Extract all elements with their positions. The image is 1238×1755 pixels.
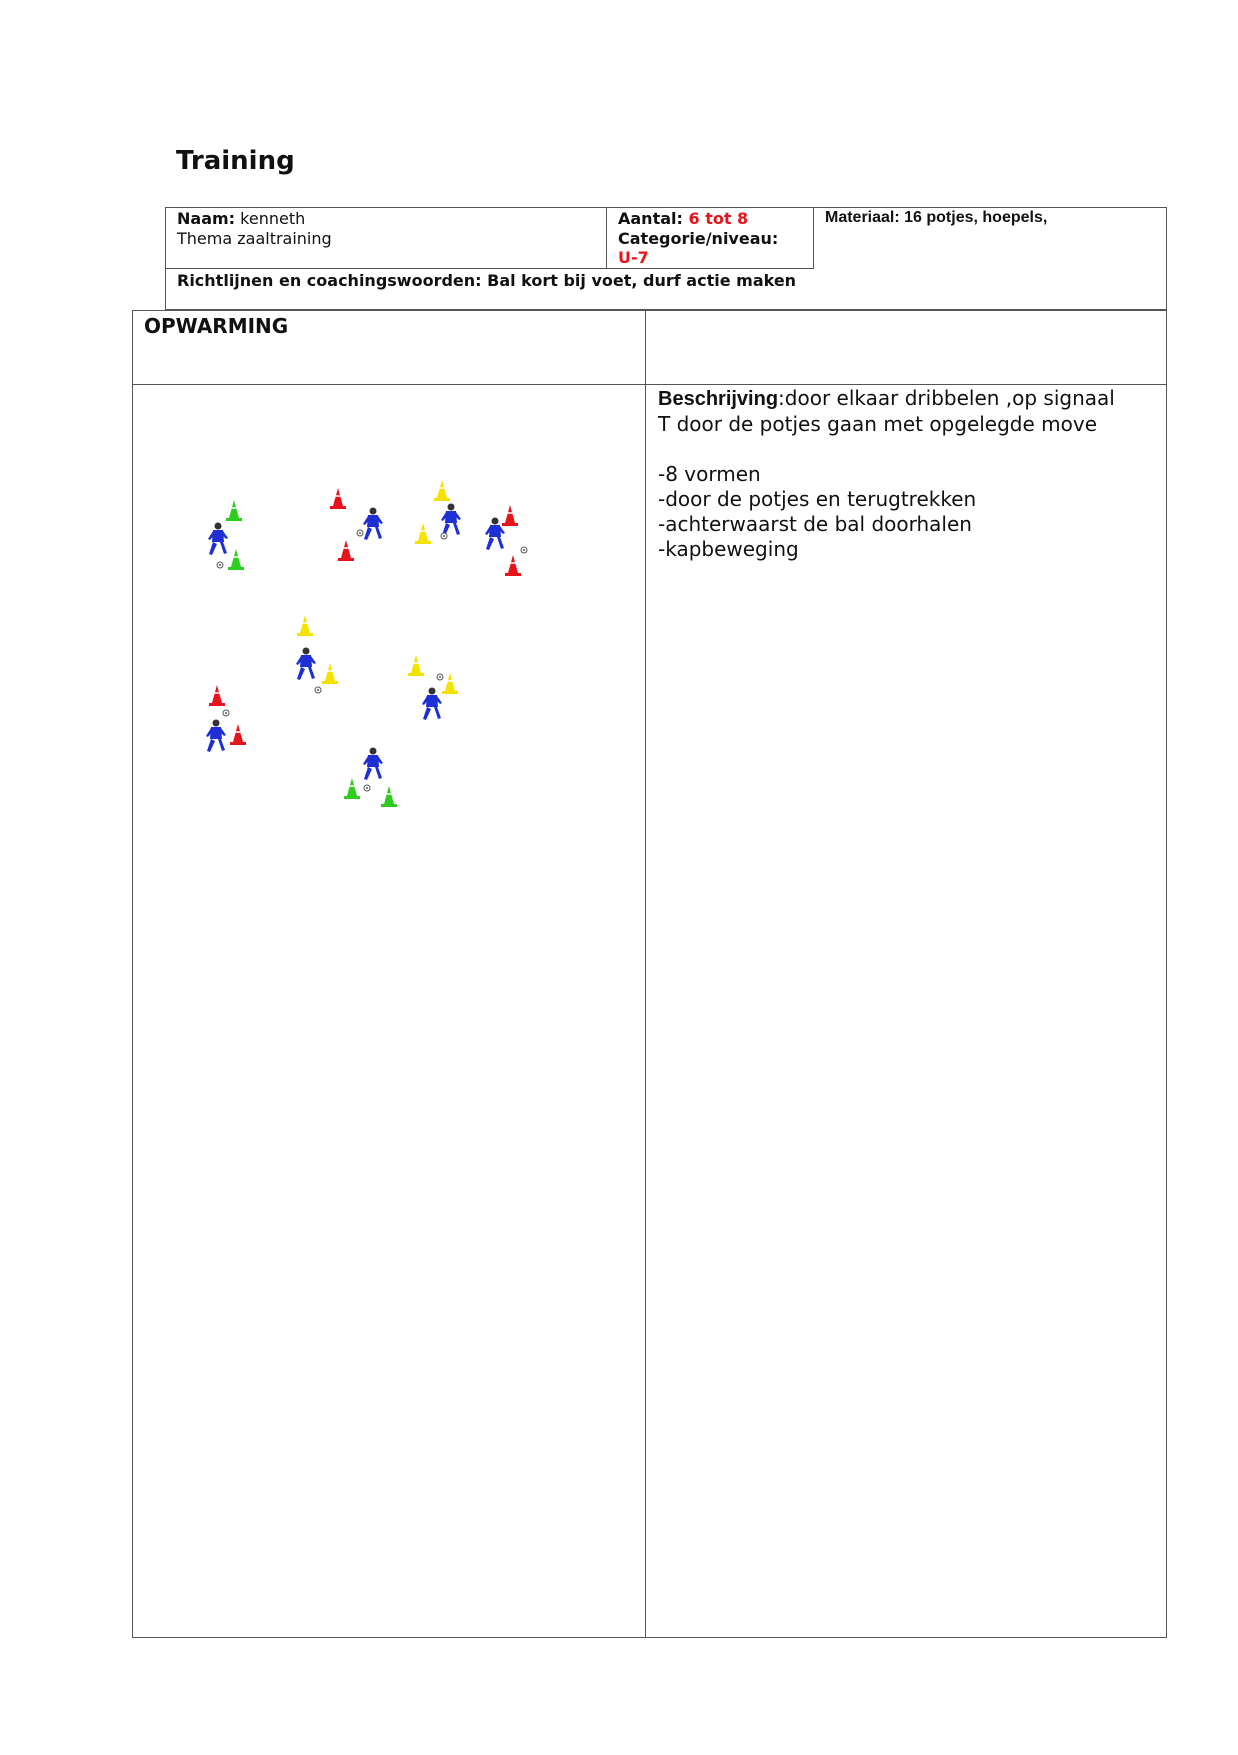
categorie-label: Categorie/niveau: [618,229,779,248]
materiaal: Materiaal: 16 potjes, hoepels, [825,209,1048,226]
yellow-cone-icon [322,663,338,684]
ball-icon [437,674,443,680]
ball-icon [441,533,447,539]
list-item: -8 vormen [658,462,761,486]
player-icon [441,504,461,537]
description [658,386,1158,562]
red-cone-icon [330,488,346,509]
player-icon [363,508,383,541]
aantal-label: Aantal: [618,209,683,228]
row-divider [132,384,1167,385]
yellow-cone-icon [297,615,313,636]
ball-icon [223,710,229,716]
ball-icon [521,547,527,553]
green-cone-icon [344,778,360,799]
naam-value: kenneth [240,209,306,228]
player-icon [485,518,505,551]
green-cone-icon [381,786,397,807]
red-cone-icon [338,540,354,561]
green-cone-icon [228,549,244,570]
player-icon [422,688,442,721]
thema: Thema zaaltraining [177,229,332,248]
yellow-cone-icon [408,655,424,676]
red-cone-icon [230,724,246,745]
list-item: -achterwaarst de bal doorhalen [658,512,972,536]
aantal-value: 6 tot 8 [688,209,749,228]
list-item: -kapbeweging [658,537,799,561]
page-title: Training [176,146,295,176]
red-cone-icon [502,505,518,526]
ball-icon [364,785,370,791]
green-cone-icon [226,500,242,521]
player-icon [363,748,383,781]
yellow-cone-icon [415,523,431,544]
red-cone-icon [505,555,521,576]
list-item: -door de potjes en terugtrekken [658,487,977,511]
aantal-cell [606,207,814,269]
drill-diagram [180,465,560,825]
beschrijving-line1: :door elkaar dribbelen ,op signaal [778,386,1115,410]
section-title: OPWARMING [144,314,289,338]
yellow-cone-icon [434,480,450,501]
column-divider [645,310,646,1638]
ball-icon [357,530,363,536]
player-icon [208,523,228,556]
player-icon [206,720,226,753]
ball-icon [217,562,223,568]
yellow-cone-icon [442,673,458,694]
categorie-value: U-7 [618,248,649,267]
ball-icon [315,687,321,693]
red-cone-icon [209,685,225,706]
naam-label: Naam: [177,209,236,228]
naam-cell [165,207,607,269]
richtlijnen: Richtlijnen en coachingswoorden: Bal kort bij voet, durf actie maken [177,271,797,290]
player-icon [296,648,316,681]
beschrijving-line2: T door de potjes gaan met opgelegde move [658,412,1098,436]
beschrijving-label: Beschrijving [658,388,779,410]
